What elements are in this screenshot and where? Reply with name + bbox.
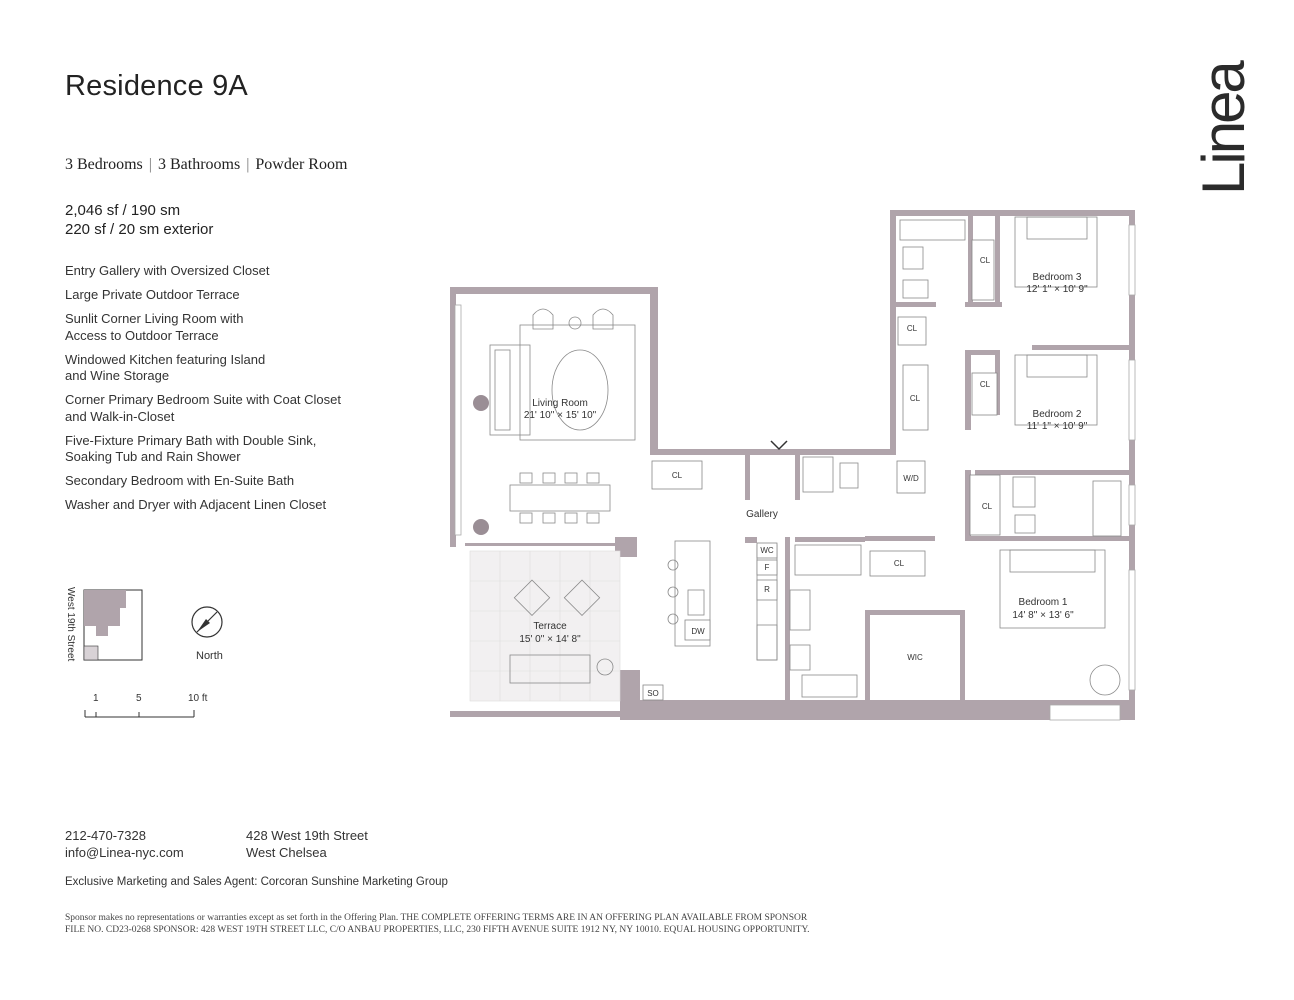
sales-agent: Exclusive Marketing and Sales Agent: Corcoran Sunshine Marketing Group (65, 876, 448, 888)
columns (473, 395, 489, 535)
area-info (65, 201, 213, 239)
feature-item: Windowed Kitchen featuring Island and Wine Storage (65, 351, 266, 383)
gallery-label: Gallery (746, 509, 778, 520)
closet-label: CL (906, 324, 918, 333)
feature-item: Corner Primary Bedroom Suite with Coat Closet and Walk-in-Closet (65, 392, 341, 424)
scale-bar (80, 690, 220, 722)
refrigerator-label: R (764, 585, 770, 594)
closet-label: CL (671, 471, 683, 480)
floor-plan (445, 205, 1145, 727)
closet-label: CL (979, 256, 991, 265)
wic-label: WIC (907, 653, 923, 662)
terrace-dims: 15' 0" × 14' 8" (519, 634, 581, 645)
feature-item: Washer and Dryer with Adjacent Linen Closet (65, 497, 327, 512)
interior-area: 2,046 sf / 190 sm (65, 202, 181, 219)
feature-item: Entry Gallery with Oversized Closet (65, 263, 270, 278)
room-counts (65, 156, 347, 174)
separator: | (246, 156, 250, 173)
email-link[interactable]: info@Linea-nyc.com (65, 845, 184, 860)
scale-tick-10: 10 ft (188, 693, 208, 704)
closet-label: CL (981, 502, 993, 511)
living-room-label: Living Room (532, 398, 588, 409)
separator: | (148, 156, 152, 173)
feature-item: Large Private Outdoor Terrace (65, 287, 240, 302)
washer-dryer-label: W/D (903, 474, 919, 483)
powder-room: Powder Room (255, 156, 348, 173)
linea-logo (1190, 62, 1257, 197)
feature-item: Sunlit Corner Living Room with Access to Outdoor Terrace (65, 311, 244, 343)
feature-item: Secondary Bedroom with En-Suite Bath (65, 473, 295, 488)
logo-text: Linea (1190, 63, 1257, 195)
storage-label: SO (647, 689, 659, 698)
scale-tick-5: 5 (136, 693, 142, 704)
freezer-label: F (764, 563, 770, 572)
wine-cooler-label: WC (760, 546, 774, 555)
neighborhood: West Chelsea (246, 845, 327, 860)
page-title: Residence 9A (65, 70, 248, 102)
exterior-area: 220 sf / 20 sm exterior (65, 221, 214, 238)
street-name: West 19th Street (65, 587, 76, 662)
entry-chevron-icon (771, 441, 787, 449)
bedroom-2-dims: 11' 1" × 10' 9" (1026, 421, 1088, 432)
closet-label: CL (909, 394, 921, 403)
bedroom-2-label: Bedroom 2 (1032, 409, 1082, 420)
terrace-label: Terrace (533, 621, 567, 632)
disclaimer-line-1: Sponsor makes no representations or warranties except as set forth in the Offering Plan. THE COMPLETE OFFERING TERMS ARE IN AN OFFERING PLAN AVAILABLE FROM SPONSOR (65, 913, 808, 923)
building-keymap (80, 586, 146, 662)
north-arrow-icon (188, 603, 226, 641)
feature-list (65, 263, 365, 521)
bedroom-3-label: Bedroom 3 (1032, 272, 1082, 283)
north-label: North (196, 650, 223, 662)
dishwasher-label: DW (691, 627, 705, 636)
phone-number[interactable]: 212-470-7328 (65, 828, 146, 843)
closet-label: CL (893, 559, 905, 568)
disclaimer-line-2: FILE NO. CD23-0268 SPONSOR: 428 WEST 19TH STREET LLC, C/O ANBAU PROPERTIES, LLC, 230 FIFTH AVENUE SUITE 1912 NY, NY 10010. EQUAL HOUSING OPPORTUNITY. (65, 924, 810, 935)
scale-tick-1: 1 (93, 693, 99, 704)
legal-disclaimer (65, 913, 985, 936)
feature-item: Five-Fixture Primary Bath with Double Sink, Soaking Tub and Rain Shower (65, 432, 317, 464)
living-room-dims: 21' 10" × 15' 10" (523, 410, 597, 421)
closet-label: CL (979, 380, 991, 389)
bedroom-1-label: Bedroom 1 (1018, 597, 1068, 608)
contact-info (65, 827, 184, 861)
address-block (246, 827, 368, 861)
bedroom-1-dims: 14' 8" × 13' 6" (1012, 610, 1074, 621)
bathroom-count: 3 Bathrooms (157, 156, 241, 173)
bedroom-count: 3 Bedrooms (65, 156, 143, 173)
street-address: 428 West 19th Street (246, 828, 368, 843)
bedroom-3-dims: 12' 1" × 10' 9" (1026, 284, 1088, 295)
